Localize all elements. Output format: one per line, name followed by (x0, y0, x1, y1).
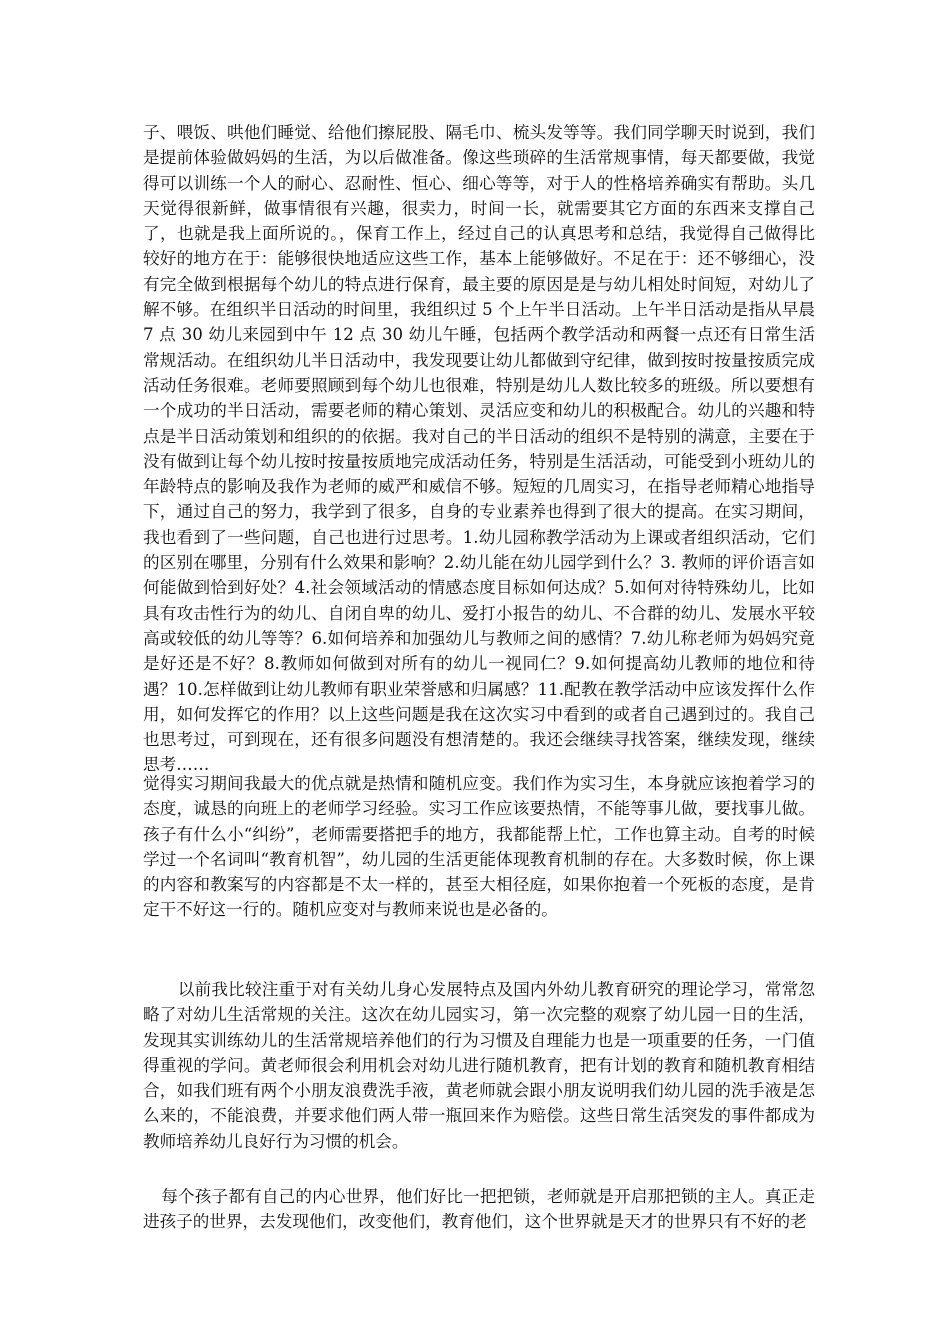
paragraph-daily-routine-education: 以前我比较注重于对有关幼儿身心发展特点及国内外幼儿教育研究的理论学习，常常忽略了对幼儿生活常规的关注。这次在幼儿园实习，第一次完整的观察了幼儿园一日的生活，发现其实训练幼儿的生活常规培养他们的行为习惯及自理能力也是一项重要的任务，一门值得重视的学问。黄老师很会利用机会对幼儿进行随机教育，把有计划的教育和随机教育相结合，如我们班有两个小朋友浪费洗手液，黄老师就会跟小朋友说明我们幼儿园的洗手液是怎么来的，不能浪费，并要求他们两人带一瓶回来作为赔偿。这些日常生活突发的事件都成为教师培养幼儿良好行为习惯的机会。 (143, 980, 815, 1151)
paragraph-childcare-reflection: 子、喂饭、哄他们睡觉、给他们擦屁股、隔毛巾、梳头发等等。我们同学聊天时说到，我们是提前体验做妈妈的生活，为以后做准备。像这些琐碎的生活常规事情，每天都要做，我觉得可以训练一个人的耐心、忍耐性、恒心、细心等等，对于人的性格培养确实有帮助。头几天觉得很新鲜，做事情很有兴趣，很卖力，时间一长，就需要其它方面的东西来支撑自己了，也就是我上面所说的。，保育工作上，经过自己的认真思考和总结，我觉得自己做得比较好的地方在于：能够很快地适应这些工作，基本上能够做好。不足在于：还不够细心，没有完全做到根据每个幼儿的特点进行保育，最主要的原因是是与幼儿相处时间短，对幼儿了解不够。在组织半日活动的时间里，我组织过 5 个上午半日活动。上午半日活动是指从早晨 7 点 30 幼儿来园到中午 12 点 30 幼儿午睡，包括两个教学活动和两餐一点还有日常生活常规活动。在组织幼儿半日活动中，我发现要让幼儿都做到守纪律，做到按时按量按质完成活动任务很难。老师要照顾到每个幼儿也很难，特别是幼儿人数比较多的班级。所以要想有一个成功的半日活动，需要老师的精心策划、灵活应变和幼儿的积极配合。幼儿的兴趣和特点是半日活动策划和组织的的依据。我对自己的半日活动的组织不是特别的满意，主要在于没有做到让每个幼儿按时按量按质地完成活动任务，特别是生活活动，可能受到小班幼儿的年龄特点的影响及我作为老师的威严和威信不够。短短的几周实习，在指导老师精心地指导下，通过自己的努力，我学到了很多，自身的专业素养也得到了很大的提高。在实习期间，我也看到了一些问题，自己也进行过思考。1.幼儿园称教学活动为上课或者组织活动，它们的区别在哪里，分别有什么效果和影响？2.幼儿能在幼儿园学到什么？3. 教师的评价语言如何能做到恰到好处？4.社会领域活动的情感态度目标如何达成？5.如何对待特殊幼儿，比如具有攻击性行为的幼儿、自闭自卑的幼儿、爱打小报告的幼儿、不合群的幼儿、发展水平较高或较低的幼儿等等？6.如何培养和加强幼儿与教师之间的感情？7.幼儿称老师为妈妈究竟是好还是不好？8.教师如何做到对所有的幼儿一视同仁？9.如何提高幼儿教师的地位和待遇？10.怎样做到让幼儿教师有职业荣誉感和归属感？11.配教在教学活动中应该发挥什么作用，如何发挥它的作用？以上这些问题是我在这次实习中看到的或者自己遇到过的。我自己也思考过，可到现在，还有很多问题没有想清楚的。我还会继续寻找答案，继续发现，继续思考…… (143, 123, 815, 775)
paragraph-child-inner-world: 每个孩子都有自己的内心世界，他们好比一把把锁，老师就是开启那把锁的主人。真正走进孩子的世界，去发现他们，改变他们，教育他们，这个世界就是天才的世界只有不好的老 (143, 1187, 815, 1232)
paragraph-enthusiasm-adaptability: 觉得实习期间我最大的优点就是热情和随机应变。我们作为实习生，本身就应该抱着学习的态度，诚恳的向班上的老师学习经验。实习工作应该要热情，不能等事儿做，要找事儿做。孩子有什么小“纠纷”，老师需要搭把手的地方，我都能帮上忙，工作也算主动。自考的时候学过一个名词叫“教育机智”，幼儿园的生活更能体现教育机制的存在。大多数时候，你上课的内容和教案写的内容都是不太一样的，甚至大相径庭，如果你抱着一个死板的态度，是肯定干不好这一行的。随机应变对与教师来说也是必备的。 (143, 774, 815, 920)
